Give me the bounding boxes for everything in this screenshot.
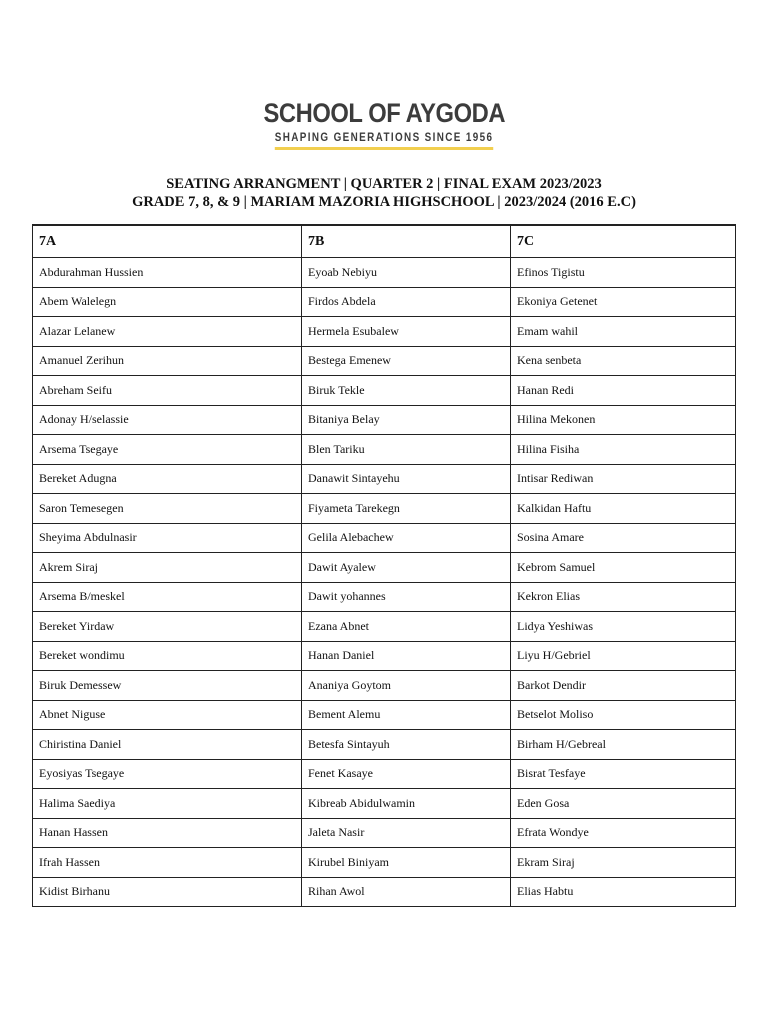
student-name-7b: Jaleta Nasir xyxy=(302,818,511,848)
table-row xyxy=(33,700,736,730)
seating-table xyxy=(32,224,736,907)
table-row xyxy=(33,789,736,819)
student-name-7a: Abnet Niguse xyxy=(33,700,302,730)
student-name-7b: Biruk Tekle xyxy=(302,376,511,406)
student-name-7c: Betselot Moliso xyxy=(511,700,736,730)
student-name-7c: Eden Gosa xyxy=(511,789,736,819)
student-name-7b: Kibreab Abidulwamin xyxy=(302,789,511,819)
student-name-7a: Amanuel Zerihun xyxy=(33,346,302,376)
student-name-7b: Danawit Sintayehu xyxy=(302,464,511,494)
document-heading-line-2: GRADE 7, 8, & 9 | MARIAM MAZORIA HIGHSCHOOL | 2023/2024 (2016 E.C) xyxy=(132,194,636,210)
student-name-7a: Chiristina Daniel xyxy=(33,730,302,760)
student-name-7c: Birham H/Gebreal xyxy=(511,730,736,760)
table-row xyxy=(33,523,736,553)
student-name-7b: Dawit Ayalew xyxy=(302,553,511,583)
table-row xyxy=(33,730,736,760)
column-header-7b: 7B xyxy=(302,225,511,258)
logo-title: SCHOOL OF AYGODA xyxy=(263,98,505,128)
student-name-7a: Arsema Tsegaye xyxy=(33,435,302,465)
student-name-7c: Hilina Fisiha xyxy=(511,435,736,465)
student-name-7b: Bitaniya Belay xyxy=(302,405,511,435)
table-row xyxy=(33,258,736,288)
table-row xyxy=(33,317,736,347)
student-name-7c: Kekron Elias xyxy=(511,582,736,612)
table-row xyxy=(33,346,736,376)
table-row xyxy=(33,759,736,789)
student-name-7b: Bement Alemu xyxy=(302,700,511,730)
table-row xyxy=(33,435,736,465)
student-name-7a: Ifrah Hassen xyxy=(33,848,302,878)
table-row xyxy=(33,671,736,701)
student-name-7c: Ekoniya Getenet xyxy=(511,287,736,317)
table-row xyxy=(33,641,736,671)
student-name-7c: Liyu H/Gebriel xyxy=(511,641,736,671)
student-name-7c: Emam wahil xyxy=(511,317,736,347)
student-name-7a: Alazar Lelanew xyxy=(33,317,302,347)
student-name-7c: Hanan Redi xyxy=(511,376,736,406)
table-row xyxy=(33,818,736,848)
student-name-7c: Sosina Amare xyxy=(511,523,736,553)
student-name-7a: Akrem Siraj xyxy=(33,553,302,583)
table-header-row xyxy=(33,225,736,258)
student-name-7a: Adonay H/selassie xyxy=(33,405,302,435)
table-row xyxy=(33,405,736,435)
table-body xyxy=(33,258,736,907)
student-name-7b: Ezana Abnet xyxy=(302,612,511,642)
table-row xyxy=(33,376,736,406)
table-row xyxy=(33,553,736,583)
student-name-7a: Halima Saediya xyxy=(33,789,302,819)
student-name-7a: Abdurahman Hussien xyxy=(33,258,302,288)
student-name-7a: Abem Walelegn xyxy=(33,287,302,317)
document-heading-line-1: SEATING ARRANGMENT | QUARTER 2 | FINAL EXAM 2023/2023 xyxy=(166,176,602,192)
student-name-7c: Elias Habtu xyxy=(511,877,736,907)
student-name-7b: Kirubel Biniyam xyxy=(302,848,511,878)
student-name-7c: Ekram Siraj xyxy=(511,848,736,878)
student-name-7c: Lidya Yeshiwas xyxy=(511,612,736,642)
student-name-7c: Intisar Rediwan xyxy=(511,464,736,494)
student-name-7a: Bereket Yirdaw xyxy=(33,612,302,642)
student-name-7b: Blen Tariku xyxy=(302,435,511,465)
student-name-7a: Hanan Hassen xyxy=(33,818,302,848)
student-name-7b: Dawit yohannes xyxy=(302,582,511,612)
student-name-7b: Fenet Kasaye xyxy=(302,759,511,789)
student-name-7b: Gelila Alebachew xyxy=(302,523,511,553)
student-name-7a: Eyosiyas Tsegaye xyxy=(33,759,302,789)
student-name-7b: Ananiya Goytom xyxy=(302,671,511,701)
table-row xyxy=(33,848,736,878)
table-row xyxy=(33,464,736,494)
column-header-7c: 7C xyxy=(511,225,736,258)
student-name-7c: Kebrom Samuel xyxy=(511,553,736,583)
student-name-7b: Hanan Daniel xyxy=(302,641,511,671)
student-name-7b: Eyoab Nebiyu xyxy=(302,258,511,288)
student-name-7c: Efrata Wondye xyxy=(511,818,736,848)
logo-tagline: SHAPING GENERATIONS SINCE 1956 xyxy=(275,131,494,150)
student-name-7c: Barkot Dendir xyxy=(511,671,736,701)
student-name-7c: Efinos Tigistu xyxy=(511,258,736,288)
student-name-7b: Bestega Emenew xyxy=(302,346,511,376)
student-name-7b: Rihan Awol xyxy=(302,877,511,907)
student-name-7a: Biruk Demessew xyxy=(33,671,302,701)
student-name-7c: Hilina Mekonen xyxy=(511,405,736,435)
table-row xyxy=(33,582,736,612)
student-name-7c: Kalkidan Haftu xyxy=(511,494,736,524)
student-name-7a: Bereket Adugna xyxy=(33,464,302,494)
table-row xyxy=(33,612,736,642)
table-row xyxy=(33,287,736,317)
table-row xyxy=(33,494,736,524)
logo-tagline-wrap xyxy=(0,128,768,150)
student-name-7a: Sheyima Abdulnasir xyxy=(33,523,302,553)
student-name-7a: Abreham Seifu xyxy=(33,376,302,406)
table-row xyxy=(33,877,736,907)
student-name-7a: Bereket wondimu xyxy=(33,641,302,671)
column-header-7a: 7A xyxy=(33,225,302,258)
student-name-7b: Fiyameta Tarekegn xyxy=(302,494,511,524)
student-name-7a: Arsema B/meskel xyxy=(33,582,302,612)
student-name-7a: Saron Temesegen xyxy=(33,494,302,524)
student-name-7c: Bisrat Tesfaye xyxy=(511,759,736,789)
school-logo xyxy=(0,98,768,150)
student-name-7a: Kidist Birhanu xyxy=(33,877,302,907)
student-name-7b: Hermela Esubalew xyxy=(302,317,511,347)
student-name-7b: Betesfa Sintayuh xyxy=(302,730,511,760)
student-name-7c: Kena senbeta xyxy=(511,346,736,376)
student-name-7b: Firdos Abdela xyxy=(302,287,511,317)
